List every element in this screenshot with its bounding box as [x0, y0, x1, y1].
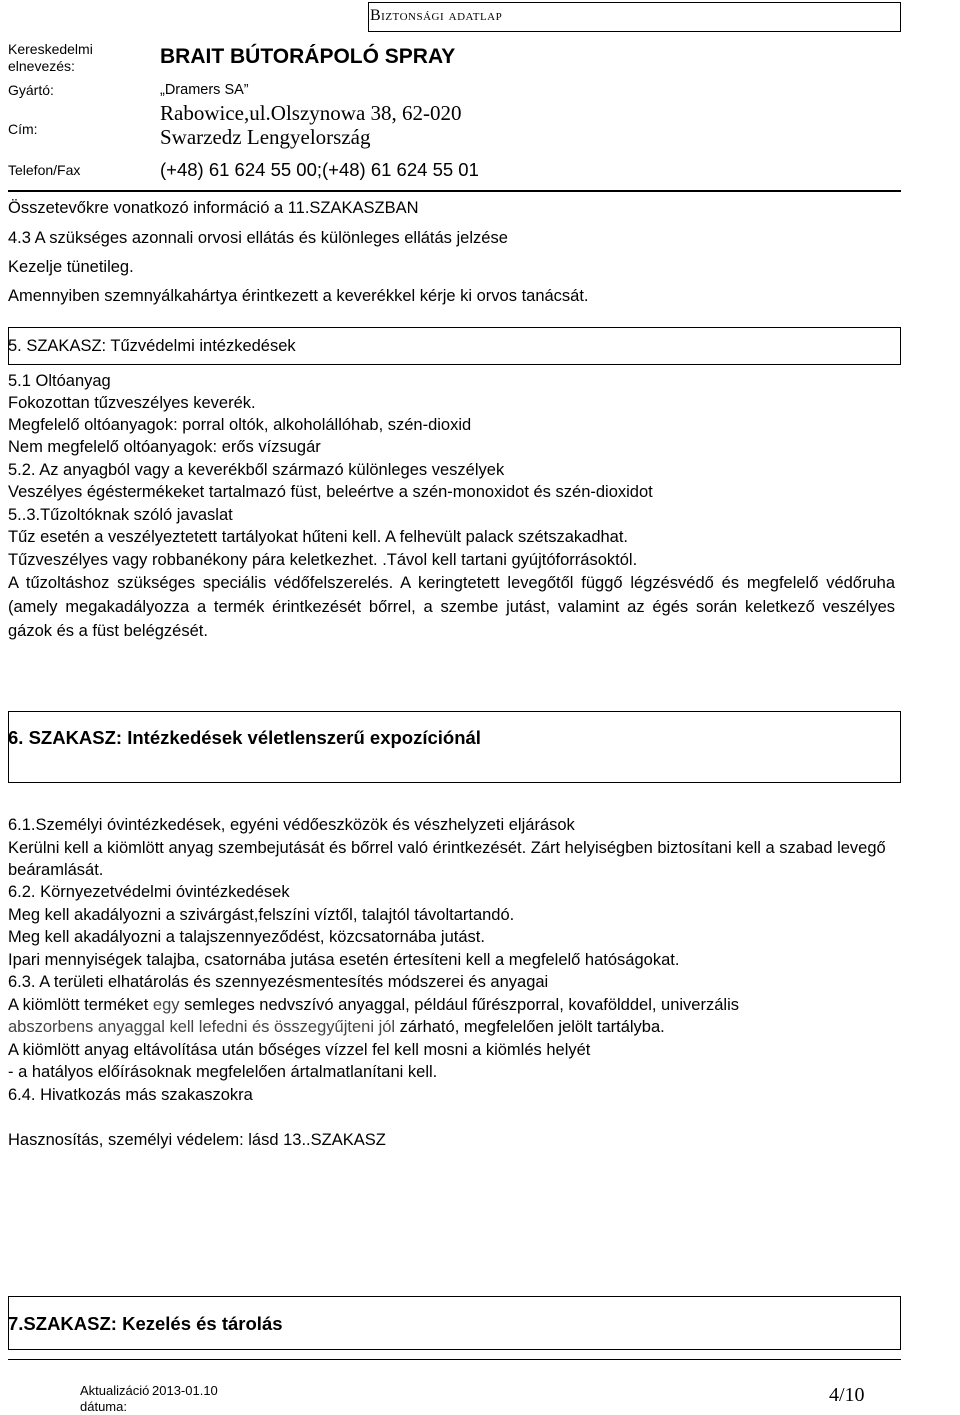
section6-3-text-e: abszorbens anyaggal kell lefedni és összegyűjteni jól — [8, 1017, 396, 1036]
section5-3-paragraph: A tűzoltáshoz szükséges speciális védőfelszerelés. A keringtetett levegőtől függő légzésvédő és megfelelő védőruha (amely megakadályozza a termék érintkezését bőrrel, a szembe jutást, valamint az égés során keletkező veszélyes gázok és a füst belégzését. — [8, 574, 895, 640]
section6-3-paragraph — [8, 995, 908, 1038]
section6-3-line-2: A kiömlött anyag eltávolítása után bőséges vízzel fel kell mosni a kiömlés helyét — [8, 1041, 591, 1059]
address-label: Cím: — [8, 121, 38, 137]
manufacturer-name: „Dramers SA” — [160, 82, 249, 98]
section5-1-heading: 5.1 Oltóanyag — [8, 372, 111, 390]
section6-3-text-d: del, univerzális — [629, 996, 739, 1014]
section6-4-line-1: Hasznosítás, személyi védelem: lásd 13..SZAKASZ — [8, 1131, 386, 1149]
page-number: 4/10 — [829, 1384, 865, 1406]
section5-3-line-2: Tűzveszélyes vagy robbanékony pára keletkezhet. .Távol kell tartani gyújtóforrásoktól. — [8, 551, 638, 569]
header-divider — [8, 190, 901, 192]
phone-label: Telefon/Fax — [8, 162, 81, 178]
section5-2-heading: 5.2. Az anyagból vagy a keverékből származó különleges veszélyek — [8, 461, 505, 479]
section4-line-2: Amennyiben szemnyálkahártya érintkezett a keverékkel kérje ki orvos tanácsát. — [8, 287, 589, 305]
section6-3-line-3: - a hatályos előírásoknak megfelelően ártalmatlanítani kell. — [8, 1063, 438, 1081]
section6-3-text-f: zárható, megfelelően jelölt tartályba. — [395, 1017, 665, 1036]
address-line-1: Rabowice,ul.Olszynowa 38, 62-020 — [160, 101, 462, 125]
section6-3-text-a: A kiömlött terméket — [8, 996, 153, 1014]
trade-name-label-1: Kereskedelmi — [8, 41, 93, 57]
section5-3-heading: 5..3.Tűzoltóknak szóló javaslat — [8, 506, 233, 524]
update-label-1: Aktualizáció — [80, 1383, 150, 1398]
section6-4-heading: 6.4. Hivatkozás más szakaszokra — [8, 1086, 253, 1104]
section6-1-heading: 6.1.Személyi óvintézkedések, egyéni védőeszközök és vészhelyzeti eljárások — [8, 816, 575, 834]
section6-2-heading: 6.2. Környezetvédelmi óvintézkedések — [8, 883, 290, 901]
section4-intro: Összetevőkre vonatkozó információ a 11.SZAKASZBAN — [8, 199, 419, 217]
section6-1-paragraph: Kerülni kell a kiömlött anyag szembejutását és bőrrel való érintkezését. Zárt helyiségben biztosítani kell a szabad levegő beáramlását. — [8, 839, 886, 879]
update-label-2: dátuma: — [80, 1399, 127, 1414]
section6-3-text-c: semleges nedvszívó anyaggal, például fűrészporral, kovaföld — [179, 996, 630, 1014]
section7-title: 7.SZAKASZ: Kezelés és tárolás — [8, 1313, 283, 1334]
update-date: 2013-01.10 — [152, 1383, 218, 1398]
section6-title: 6. SZAKASZ: Intézkedések véletlenszerű expozíciónál — [8, 727, 481, 748]
section5-title: 5. SZAKASZ: Tűzvédelmi intézkedések — [8, 337, 296, 355]
section6-3-heading: 6.3. A területi elhatárolás és szennyezésmentesítés módszerei és anyagai — [8, 973, 549, 991]
section6-3-text-b: egy — [152, 996, 180, 1014]
document-title: Biztonsági adatlap — [370, 7, 503, 24]
section4-3-heading: 4.3 A szükséges azonnali orvosi ellátás és különleges ellátás jelzése — [8, 229, 508, 247]
phone-number: (+48) 61 624 55 00;(+48) 61 624 55 01 — [160, 159, 479, 180]
manufacturer-label: Gyártó: — [8, 82, 54, 98]
section4-line-1: Kezelje tünetileg. — [8, 258, 134, 276]
section5-2-line-1: Veszélyes égéstermékeket tartalmazó füst, beleértve a szén-monoxidot és szén-dioxidot — [8, 483, 653, 501]
section5-3-line-1: Tűz esetén a veszélyeztetett tartályokat hűteni kell. A felhevült palack szétszakadhat. — [8, 528, 629, 546]
trade-name: BRAIT BÚTORÁPOLÓ SPRAY — [160, 45, 456, 68]
section5-1-line-3: Nem megfelelő oltóanyagok: erős vízsugár — [8, 438, 321, 456]
section6-2-line-1: Meg kell akadályozni a szivárgást,felszíni víztől, talajtól távoltartandó. — [8, 906, 515, 924]
address-line-2: Swarzedz Lengyelország — [160, 125, 371, 149]
footer-divider — [8, 1359, 901, 1360]
section5-1-line-2: Megfelelő oltóanyagok: porral oltók, alkoholállóhab, szén-dioxid — [8, 416, 472, 434]
trade-name-label-2: elnevezés: — [8, 58, 75, 74]
section6-2-line-3: Ipari mennyiségek talajba, csatornába jutása esetén értesíteni kell a megfelelő hatóságokat. — [8, 951, 680, 969]
section6-2-line-2: Meg kell akadályozni a talajszennyeződést, közcsatornába jutást. — [8, 928, 485, 946]
section5-1-line-1: Fokozottan tűzveszélyes keverék. — [8, 394, 256, 412]
